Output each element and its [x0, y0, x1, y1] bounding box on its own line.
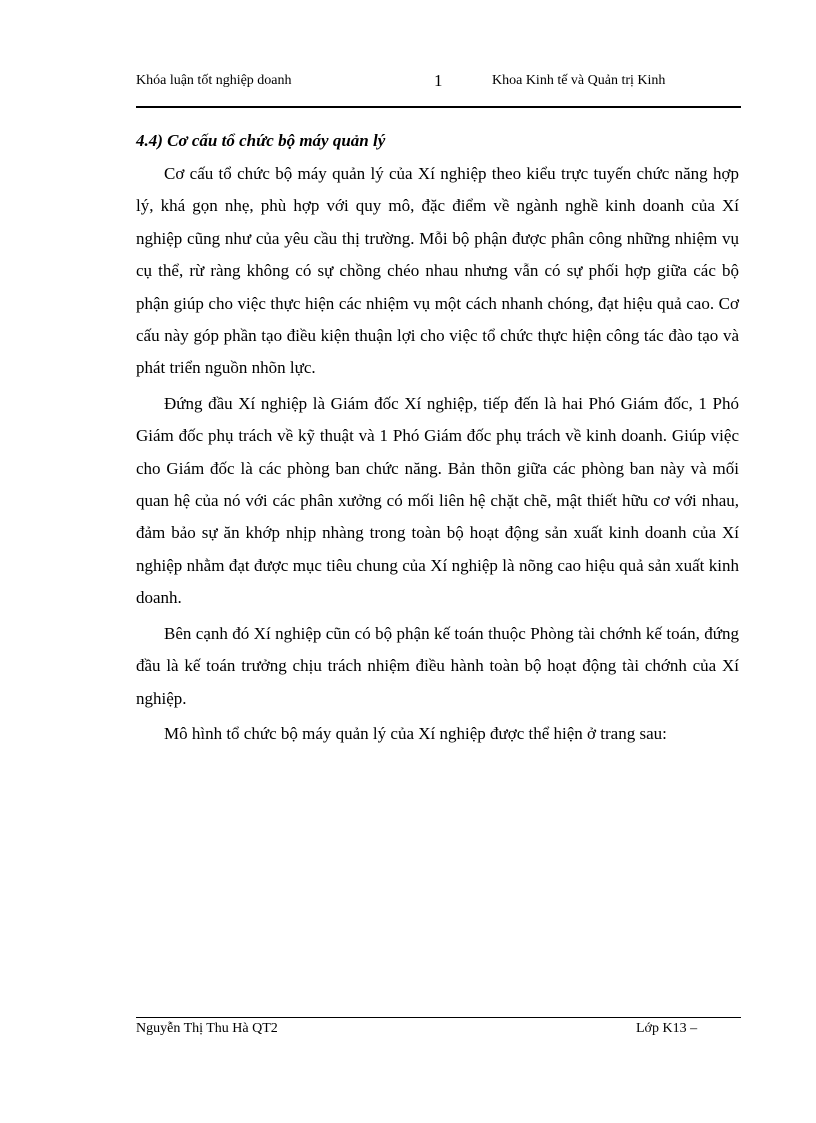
- header-left-text: Khóa luận tốt nghiệp doanh: [136, 73, 292, 88]
- footer-divider: [136, 1017, 741, 1018]
- paragraph-2: Đứng đầu Xí nghiệp là Giám đốc Xí nghiệp, tiếp đến là hai Phó Giám đốc, 1 Phó Giám đốc phụ trách về kỹ thuật và 1 Phó Giám đốc phụ trách về kinh doanh. Giúp việc cho Giám đốc là các phòng ban chức năng. Bản thõn giữa các phòng ban này và mối quan hệ của nó với các phân xưởng có mối liên hệ chặt chẽ, mật thiết hữu cơ với nhau, đảm bảo sự ăn khớp nhịp nhàng trong toàn bộ hoạt động sản xuất kinh doanh của Xí nghiệp nhằm đạt được mục tiêu chung của Xí nghiệp là nõng cao hiệu quả sản xuất kinh doanh.: [136, 393, 739, 608]
- page-number: 1: [434, 71, 443, 90]
- header-right-text: Khoa Kinh tế và Quản trị Kinh: [492, 73, 666, 88]
- paragraph-1: Cơ cấu tổ chức bộ máy quản lý của Xí nghiệp theo kiểu trực tuyến chức năng hợp lý, khá gọn nhẹ, phù hợp với quy mô, đặc điểm về ngành nghề kinh doanh của Xí nghiệp cũng như của yêu cầu thị trường. Mỗi bộ phận được phân công những nhiệm vụ cụ thể, rừ ràng không có sự chồng chéo nhau nhưng vẫn có sự phối hợp giữa các bộ phận giúp cho việc thực hiện các nhiệm vụ một cách nhanh chóng, đạt hiệu quả cao. Cơ cấu này góp phần tạo điều kiện thuận lợi cho việc tổ chức thực hiện công tác đào tạo và phát triển nguồn nhõn lực.: [136, 164, 739, 378]
- paragraph-4: Mô hình tổ chức bộ máy quản lý của Xí nghiệp được thể hiện ở trang sau:: [164, 723, 667, 743]
- paragraph-3: Bên cạnh đó Xí nghiệp cũn có bộ phận kế toán thuộc Phòng tài chớnh kế toán, đứng đầu là kế toán trưởng chịu trách nhiệm điều hành toàn bộ hoạt động tài chớnh của Xí nghiệp.: [136, 623, 739, 708]
- main-content: [136, 130, 739, 750]
- section-title: 4.4) Cơ cấu tổ chức bộ máy quản lý: [136, 131, 386, 150]
- footer-left-text: Nguyễn Thị Thu Hà QT2: [136, 1021, 278, 1036]
- footer-right-text: Lớp K13 –: [636, 1021, 698, 1036]
- header-divider: [136, 106, 741, 108]
